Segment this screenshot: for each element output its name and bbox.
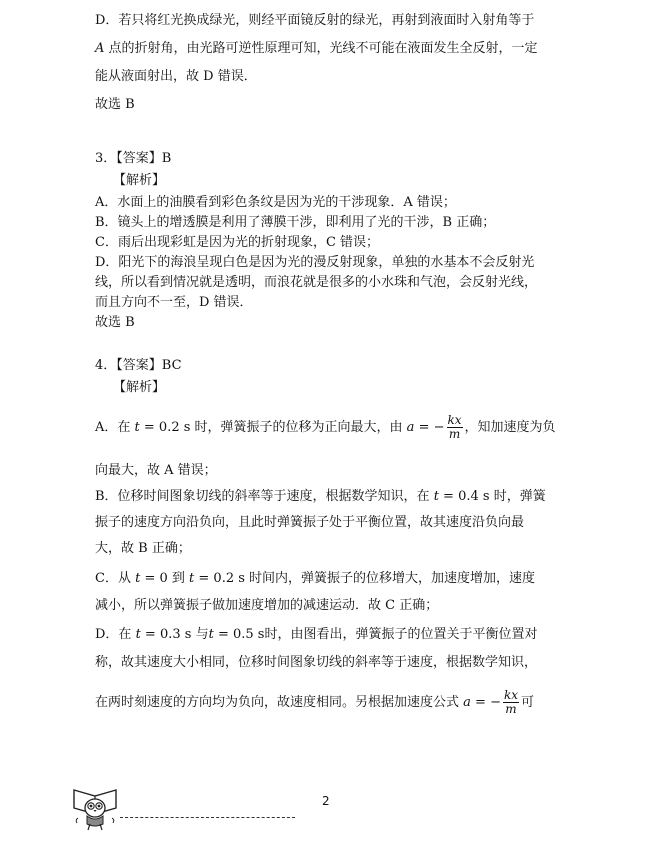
fraction bbox=[447, 414, 463, 441]
text-line bbox=[95, 570, 535, 588]
text-segment: = 0.5 s时，由图看出，弹簧振子的位置关于平衡位置对 bbox=[213, 627, 538, 642]
math-variable: t bbox=[208, 627, 214, 642]
text-line bbox=[95, 488, 546, 506]
text-line: D．若只将红光换成绿光，则经平面镜反射的绿光，再射到液面时入射角等于 bbox=[95, 13, 535, 28]
text-line: 能从液面射出，故 D 错误． bbox=[95, 69, 257, 84]
text-line bbox=[95, 688, 534, 718]
text-segment: = 0 到 bbox=[140, 571, 190, 586]
text-segment: 在两时刻速度的方向均为负向，故速度相同。另根据加速度公式 bbox=[95, 695, 464, 710]
text-line bbox=[95, 413, 556, 443]
text-line: 向最大，故 A 错误； bbox=[95, 463, 217, 478]
text-segment: = 0.2 s 时，弹簧振子的位移为正向最大，由 bbox=[139, 420, 407, 435]
text-segment: ，知加速度为负 bbox=[464, 420, 556, 435]
math-variable: t bbox=[135, 571, 141, 586]
text-line: 线，所以看到情况就是透明，而浪花就是很多的小水珠和气泡，会反射光线， bbox=[95, 275, 538, 290]
text-line: C．雨后出现彩虹是因为光的折射现象，C 错误； bbox=[95, 235, 380, 250]
text-segment: = 0.2 s 时间内，弹簧振子的位移增大，加速度增加，速度 bbox=[194, 571, 536, 586]
text-line: 而且方向不一至，D 错误． bbox=[95, 295, 253, 310]
text-line: 减小，所以弹簧振子做加速度增加的减速运动．故 C 正确； bbox=[95, 598, 439, 613]
question-3-answer: 3．【答案】B bbox=[95, 151, 172, 166]
text-line: 振子的速度方向沿负向，且此时弹簧振子处于平衡位置，故其速度沿负向最 bbox=[95, 515, 525, 530]
analysis-heading: 【解析】 bbox=[113, 173, 166, 188]
text-line: 称，故其速度大小相同，位移时间图象切线的斜率等于速度，根据数学知识， bbox=[95, 655, 538, 670]
text-segment: D．在 bbox=[95, 627, 136, 642]
text-segment: 点的折射角，由光路可逆性原理可知，光线不可能在液面发生全反射，一定 bbox=[104, 41, 538, 56]
conclusion-line: 故选 B bbox=[95, 97, 135, 112]
text-segment: = 0.3 s 与 bbox=[140, 627, 209, 642]
text-line: B．镜头上的增透膜是利用了薄膜干涉，即利用了光的干涉，B 正确； bbox=[95, 215, 496, 230]
math-variable: a bbox=[406, 420, 415, 435]
owl-reading-book-icon bbox=[70, 778, 120, 833]
text-line: 大，故 B 正确； bbox=[95, 541, 191, 556]
math-variable: t bbox=[134, 420, 140, 435]
text-segment: = − bbox=[414, 420, 445, 435]
point-label: A bbox=[95, 41, 105, 56]
text-segment: A．在 bbox=[95, 420, 135, 435]
fraction-numerator: kx bbox=[503, 688, 519, 702]
footer-divider bbox=[120, 817, 295, 818]
text-line: A．水面上的油膜看到彩色条纹是因为光的干涉现象．A 错误； bbox=[95, 195, 456, 210]
math-variable: a bbox=[463, 695, 471, 710]
question-4-answer: 4．【答案】BC bbox=[95, 358, 182, 373]
text-segment: B．位移时间图象切线的斜率等于速度，根据数学知识，在 bbox=[95, 489, 434, 504]
fraction-denominator: m bbox=[448, 427, 461, 441]
analysis-heading: 【解析】 bbox=[113, 380, 166, 395]
fraction-numerator: kx bbox=[447, 413, 462, 427]
text-segment: = − bbox=[470, 695, 501, 710]
text-segment: C．从 bbox=[95, 571, 136, 586]
text-line bbox=[95, 626, 537, 644]
text-segment: 可 bbox=[521, 695, 535, 710]
conclusion-line: 故选 B bbox=[95, 315, 135, 330]
math-variable: t bbox=[135, 627, 141, 642]
fraction-denominator: m bbox=[505, 702, 517, 716]
fraction bbox=[503, 689, 519, 716]
page-number: 2 bbox=[322, 794, 330, 808]
text-line bbox=[95, 40, 538, 58]
text-segment: = 0.4 s 时，弹簧 bbox=[438, 489, 546, 504]
math-variable: t bbox=[433, 489, 439, 504]
math-variable: t bbox=[189, 571, 195, 586]
text-line: D．阳光下的海浪呈现白色是因为光的漫反射现象，单独的水基本不会反射光 bbox=[95, 255, 535, 270]
